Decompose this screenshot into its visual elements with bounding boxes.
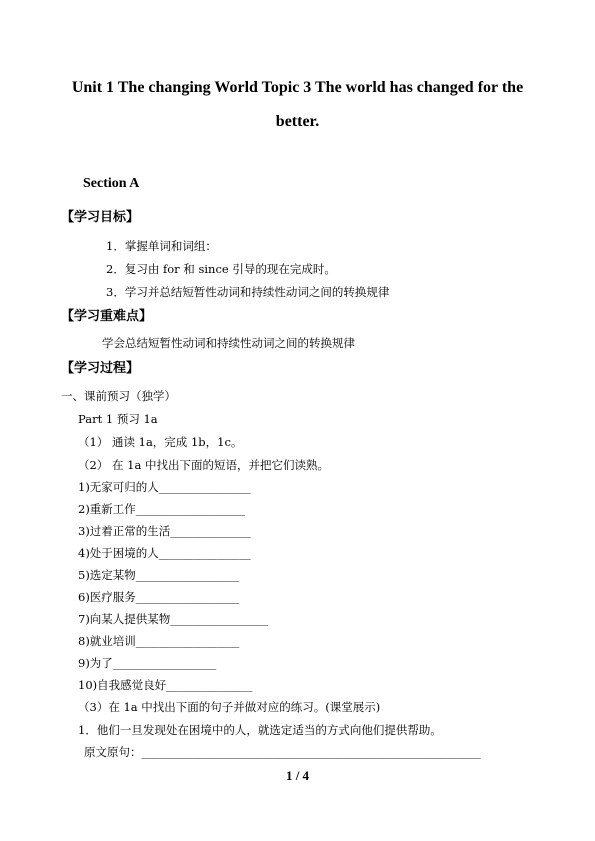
part1-label: Part 1 预习 1a — [78, 412, 158, 426]
phrase-item: 3)过着正常的生活______________ — [78, 524, 251, 538]
key-points-heading: 【学习重难点】 — [61, 309, 153, 324]
objectives-heading: 【学习目标】 — [61, 210, 140, 225]
phrase-item: 1)无家可归的人________________ — [78, 480, 251, 494]
phrase-item: 2)重新工作___________________ — [78, 502, 246, 516]
sentence-1: 1．他们一旦发现处在困境中的人，就选定适当的方式向他们提供帮助。 — [78, 723, 442, 737]
section-heading: Section A — [83, 176, 140, 191]
phrase-item: 4)处于困境的人________________ — [78, 546, 251, 560]
phrase-item: 6)医疗服务__________________ — [78, 590, 240, 604]
process-heading: 【学习过程】 — [61, 361, 140, 376]
pre-study-heading: 一、课前预习（独学） — [61, 389, 176, 403]
objective-item: 2．复习由 for 和 since 引导的现在完成时。 — [106, 262, 336, 276]
document-title-line-1: Unit 1 The changing World Topic 3 The world has changed for the — [71, 79, 524, 96]
phrase-item: 7)向某人提供某物_________________ — [78, 612, 269, 626]
document-title-line-2: better. — [275, 113, 320, 130]
objective-item: 1．掌握单词和词组： — [106, 239, 217, 253]
phrase-item: 5)选定某物__________________ — [78, 568, 240, 582]
step-2: （2） 在 1a 中找出下面的短语，并把它们读熟。 — [78, 458, 329, 472]
key-points-text: 学会总结短暂性动词和持续性动词之间的转换规律 — [102, 336, 355, 350]
phrase-item: 9)为了__________________ — [78, 656, 217, 670]
objective-item: 3．学习并总结短暂性动词和持续性动词之间的转换规律 — [106, 285, 390, 299]
phrase-item: 8)就业培训__________________ — [78, 634, 240, 648]
page-number: 1 / 4 — [285, 768, 310, 783]
phrase-item: 10)自我感觉良好_______________ — [78, 678, 253, 692]
step-1: （1） 通读 1a，完成 1b，1c。 — [78, 435, 243, 449]
step-3: （3）在 1a 中找出下面的句子并做对应的练习。(课堂展示) — [78, 700, 381, 714]
original-sentence-blank: 原文原句：___________________________________________________________ — [84, 745, 481, 759]
